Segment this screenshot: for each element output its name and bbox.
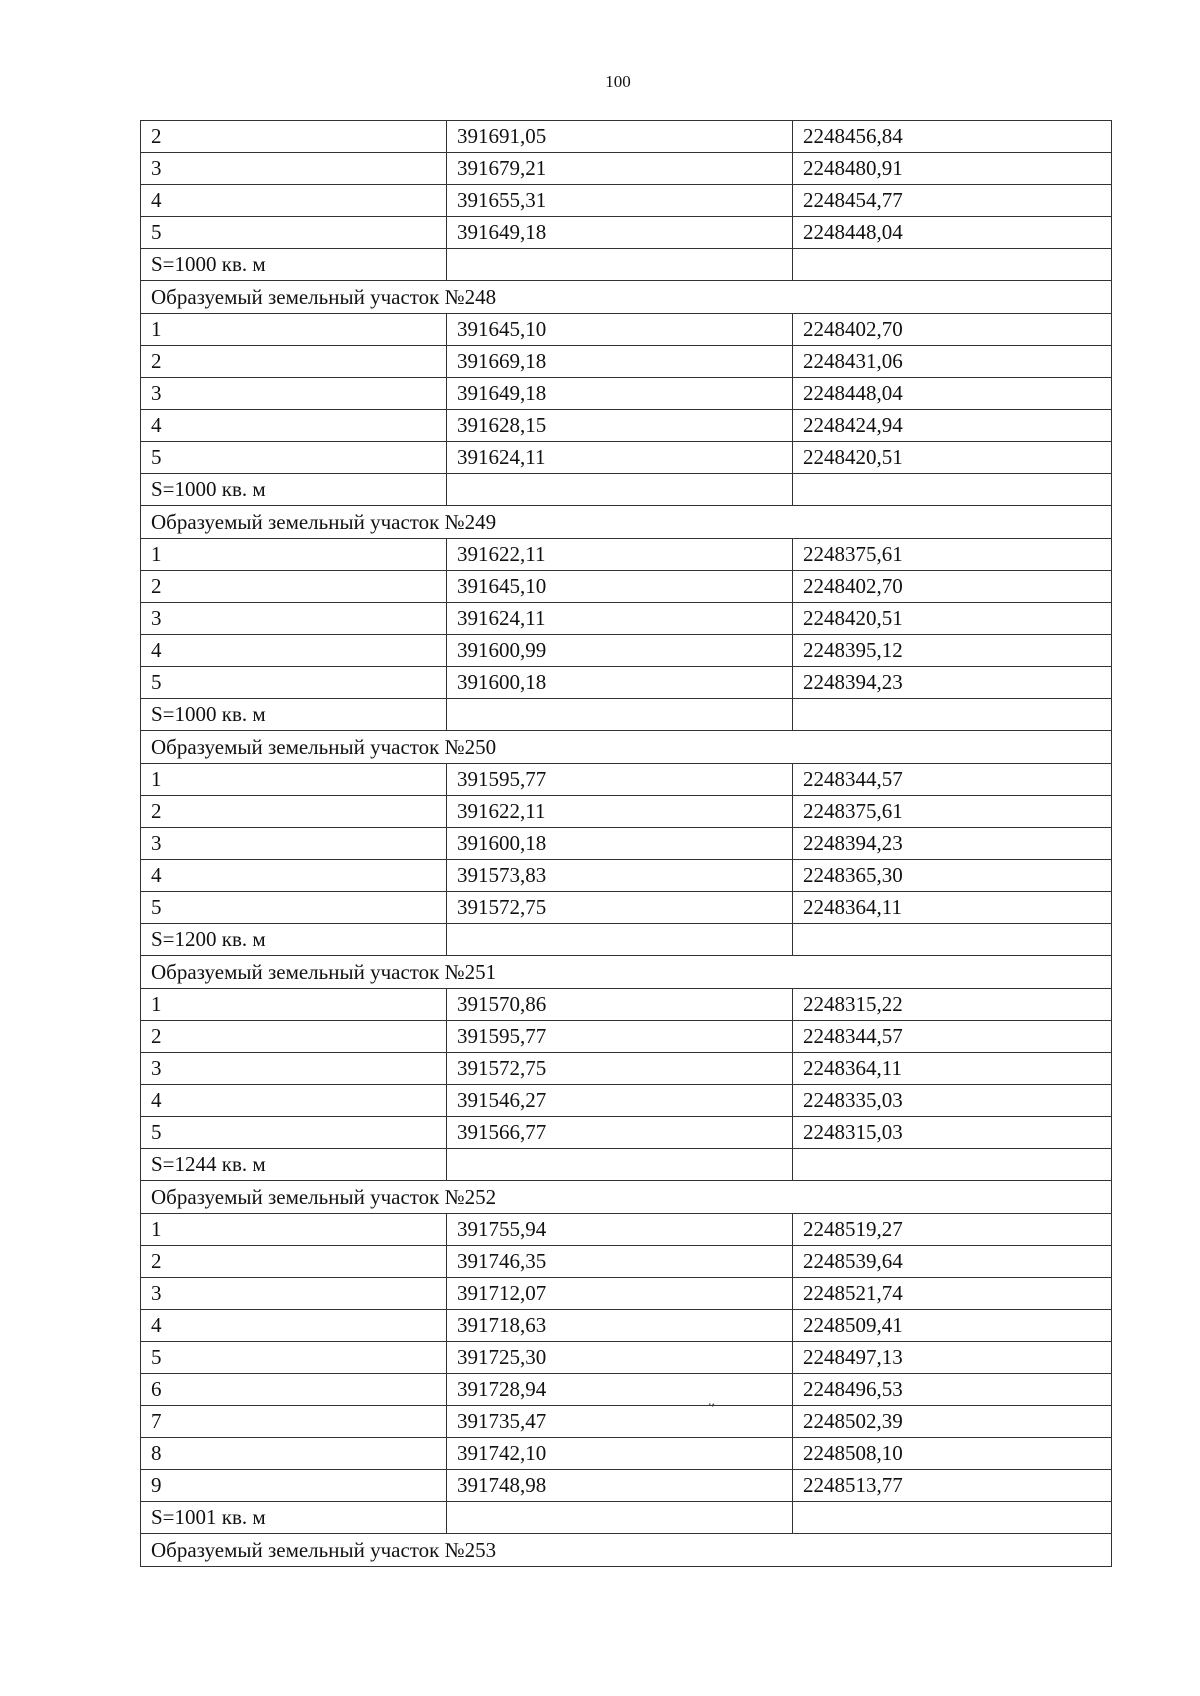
point-number-cell: 1 (141, 539, 447, 571)
y-coordinate-cell: 2248496,53 (793, 1374, 1112, 1406)
y-coordinate-cell: 2248402,70 (793, 571, 1112, 603)
y-coordinate-cell: 2248344,57 (793, 1021, 1112, 1053)
x-coordinate-cell: 391546,27 (447, 1085, 793, 1117)
x-coordinate-cell: 391600,18 (447, 667, 793, 699)
point-number-cell: 3 (141, 378, 447, 410)
page-number: 100 (605, 72, 631, 91)
y-coordinate-cell: 2248364,11 (793, 1053, 1112, 1085)
x-coordinate-cell: 391679,21 (447, 153, 793, 185)
point-row (141, 539, 1112, 571)
point-number-cell: 2 (141, 1246, 447, 1278)
x-coordinate-cell: 391600,18 (447, 828, 793, 860)
x-coordinate-cell: 391595,77 (447, 764, 793, 796)
parcel-heading: Образуемый земельный участок №251 (141, 956, 1112, 989)
parcel-heading-row (141, 281, 1112, 314)
point-row (141, 1470, 1112, 1502)
empty-cell (447, 924, 793, 956)
x-coordinate-cell: 391748,98 (447, 1470, 793, 1502)
x-coordinate-cell: 391622,11 (447, 539, 793, 571)
empty-cell (793, 474, 1112, 506)
point-number-cell: 5 (141, 1117, 447, 1149)
parcel-heading: Образуемый земельный участок №248 (141, 281, 1112, 314)
point-number-cell: 3 (141, 828, 447, 860)
point-row (141, 1438, 1112, 1470)
y-coordinate-cell: 2248509,41 (793, 1310, 1112, 1342)
y-coordinate-cell: 2248539,64 (793, 1246, 1112, 1278)
x-coordinate-cell: 391742,10 (447, 1438, 793, 1470)
stray-mark: ., (708, 1394, 715, 1409)
x-coordinate-cell: 391718,63 (447, 1310, 793, 1342)
y-coordinate-cell: 2248420,51 (793, 603, 1112, 635)
point-number-cell: 2 (141, 121, 447, 153)
area-row (141, 249, 1112, 281)
point-row (141, 314, 1112, 346)
point-row (141, 346, 1112, 378)
point-number-cell: 4 (141, 1310, 447, 1342)
coordinates-table (140, 120, 1112, 1567)
y-coordinate-cell: 2248344,57 (793, 764, 1112, 796)
empty-cell (793, 1502, 1112, 1534)
y-coordinate-cell: 2248431,06 (793, 346, 1112, 378)
x-coordinate-cell: 391600,99 (447, 635, 793, 667)
point-row (141, 1246, 1112, 1278)
point-row (141, 1214, 1112, 1246)
empty-cell (447, 249, 793, 281)
point-row (141, 1310, 1112, 1342)
parcel-heading-row (141, 1181, 1112, 1214)
y-coordinate-cell: 2248365,30 (793, 860, 1112, 892)
y-coordinate-cell: 2248364,11 (793, 892, 1112, 924)
point-row (141, 989, 1112, 1021)
point-number-cell: 5 (141, 1342, 447, 1374)
parcel-heading-row (141, 506, 1112, 539)
point-number-cell: 7 (141, 1406, 447, 1438)
x-coordinate-cell: 391622,11 (447, 796, 793, 828)
area-row (141, 1149, 1112, 1181)
y-coordinate-cell: 2248502,39 (793, 1406, 1112, 1438)
area-row (141, 699, 1112, 731)
x-coordinate-cell: 391735,47 (447, 1406, 793, 1438)
point-number-cell: 5 (141, 892, 447, 924)
y-coordinate-cell: 2248513,77 (793, 1470, 1112, 1502)
y-coordinate-cell: 2248456,84 (793, 121, 1112, 153)
x-coordinate-cell: 391755,94 (447, 1214, 793, 1246)
point-row (141, 1406, 1112, 1438)
point-number-cell: 2 (141, 571, 447, 603)
point-number-cell: 6 (141, 1374, 447, 1406)
x-coordinate-cell: 391712,07 (447, 1278, 793, 1310)
point-number-cell: 3 (141, 603, 447, 635)
point-row (141, 378, 1112, 410)
point-row (141, 860, 1112, 892)
y-coordinate-cell: 2248424,94 (793, 410, 1112, 442)
empty-cell (793, 249, 1112, 281)
point-row (141, 1053, 1112, 1085)
x-coordinate-cell: 391645,10 (447, 571, 793, 603)
x-coordinate-cell: 391624,11 (447, 603, 793, 635)
y-coordinate-cell: 2248448,04 (793, 378, 1112, 410)
x-coordinate-cell: 391570,86 (447, 989, 793, 1021)
x-coordinate-cell: 391725,30 (447, 1342, 793, 1374)
area-cell: S=1000 кв. м (141, 249, 447, 281)
x-coordinate-cell: 391691,05 (447, 121, 793, 153)
y-coordinate-cell: 2248519,27 (793, 1214, 1112, 1246)
parcel-heading: Образуемый земельный участок №253 (141, 1534, 1112, 1567)
parcel-heading-row (141, 956, 1112, 989)
point-number-cell: 3 (141, 1278, 447, 1310)
parcel-heading: Образуемый земельный участок №250 (141, 731, 1112, 764)
parcel-heading-row (141, 731, 1112, 764)
y-coordinate-cell: 2248454,77 (793, 185, 1112, 217)
point-row (141, 603, 1112, 635)
point-row (141, 1374, 1112, 1406)
coordinates-table-body (141, 121, 1112, 1567)
x-coordinate-cell: 391746,35 (447, 1246, 793, 1278)
point-row (141, 764, 1112, 796)
x-coordinate-cell: 391624,11 (447, 442, 793, 474)
point-row (141, 410, 1112, 442)
point-row (141, 1278, 1112, 1310)
point-number-cell: 3 (141, 153, 447, 185)
empty-cell (447, 1502, 793, 1534)
point-number-cell: 2 (141, 346, 447, 378)
area-row (141, 1502, 1112, 1534)
y-coordinate-cell: 2248375,61 (793, 796, 1112, 828)
point-row (141, 892, 1112, 924)
x-coordinate-cell: 391573,83 (447, 860, 793, 892)
y-coordinate-cell: 2248508,10 (793, 1438, 1112, 1470)
y-coordinate-cell: 2248420,51 (793, 442, 1112, 474)
x-coordinate-cell: 391669,18 (447, 346, 793, 378)
y-coordinate-cell: 2248497,13 (793, 1342, 1112, 1374)
point-row (141, 796, 1112, 828)
y-coordinate-cell: 2248315,22 (793, 989, 1112, 1021)
x-coordinate-cell: 391645,10 (447, 314, 793, 346)
parcel-heading-row (141, 1534, 1112, 1567)
area-cell: S=1000 кв. м (141, 474, 447, 506)
empty-cell (447, 699, 793, 731)
point-row (141, 217, 1112, 249)
point-row (141, 185, 1112, 217)
y-coordinate-cell: 2248394,23 (793, 667, 1112, 699)
empty-cell (793, 1149, 1112, 1181)
point-number-cell: 2 (141, 1021, 447, 1053)
point-row (141, 571, 1112, 603)
point-row (141, 121, 1112, 153)
area-cell: S=1001 кв. м (141, 1502, 447, 1534)
point-number-cell: 1 (141, 764, 447, 796)
area-cell: S=1244 кв. м (141, 1149, 447, 1181)
point-number-cell: 4 (141, 185, 447, 217)
point-number-cell: 3 (141, 1053, 447, 1085)
point-number-cell: 8 (141, 1438, 447, 1470)
point-row (141, 667, 1112, 699)
parcel-heading: Образуемый земельный участок №249 (141, 506, 1112, 539)
y-coordinate-cell: 2248375,61 (793, 539, 1112, 571)
y-coordinate-cell: 2248335,03 (793, 1085, 1112, 1117)
x-coordinate-cell: 391572,75 (447, 892, 793, 924)
point-number-cell: 2 (141, 796, 447, 828)
empty-cell (793, 924, 1112, 956)
x-coordinate-cell: 391628,15 (447, 410, 793, 442)
area-cell: S=1200 кв. м (141, 924, 447, 956)
x-coordinate-cell: 391649,18 (447, 217, 793, 249)
area-cell: S=1000 кв. м (141, 699, 447, 731)
empty-cell (793, 699, 1112, 731)
y-coordinate-cell: 2248521,74 (793, 1278, 1112, 1310)
area-row (141, 924, 1112, 956)
y-coordinate-cell: 2248448,04 (793, 217, 1112, 249)
point-number-cell: 1 (141, 1214, 447, 1246)
point-number-cell: 9 (141, 1470, 447, 1502)
point-row (141, 1342, 1112, 1374)
x-coordinate-cell: 391572,75 (447, 1053, 793, 1085)
x-coordinate-cell: 391655,31 (447, 185, 793, 217)
point-number-cell: 4 (141, 635, 447, 667)
point-row (141, 1085, 1112, 1117)
point-number-cell: 5 (141, 442, 447, 474)
point-row (141, 153, 1112, 185)
y-coordinate-cell: 2248395,12 (793, 635, 1112, 667)
point-row (141, 1117, 1112, 1149)
point-number-cell: 5 (141, 667, 447, 699)
point-number-cell: 5 (141, 217, 447, 249)
point-row (141, 442, 1112, 474)
point-number-cell: 4 (141, 1085, 447, 1117)
point-number-cell: 4 (141, 860, 447, 892)
point-number-cell: 1 (141, 314, 447, 346)
point-number-cell: 1 (141, 989, 447, 1021)
point-number-cell: 4 (141, 410, 447, 442)
x-coordinate-cell: 391728,94 (447, 1374, 793, 1406)
empty-cell (447, 1149, 793, 1181)
area-row (141, 474, 1112, 506)
y-coordinate-cell: 2248480,91 (793, 153, 1112, 185)
point-row (141, 828, 1112, 860)
x-coordinate-cell: 391649,18 (447, 378, 793, 410)
y-coordinate-cell: 2248315,03 (793, 1117, 1112, 1149)
x-coordinate-cell: 391595,77 (447, 1021, 793, 1053)
empty-cell (447, 474, 793, 506)
y-coordinate-cell: 2248394,23 (793, 828, 1112, 860)
point-row (141, 635, 1112, 667)
x-coordinate-cell: 391566,77 (447, 1117, 793, 1149)
point-row (141, 1021, 1112, 1053)
parcel-heading: Образуемый земельный участок №252 (141, 1181, 1112, 1214)
y-coordinate-cell: 2248402,70 (793, 314, 1112, 346)
